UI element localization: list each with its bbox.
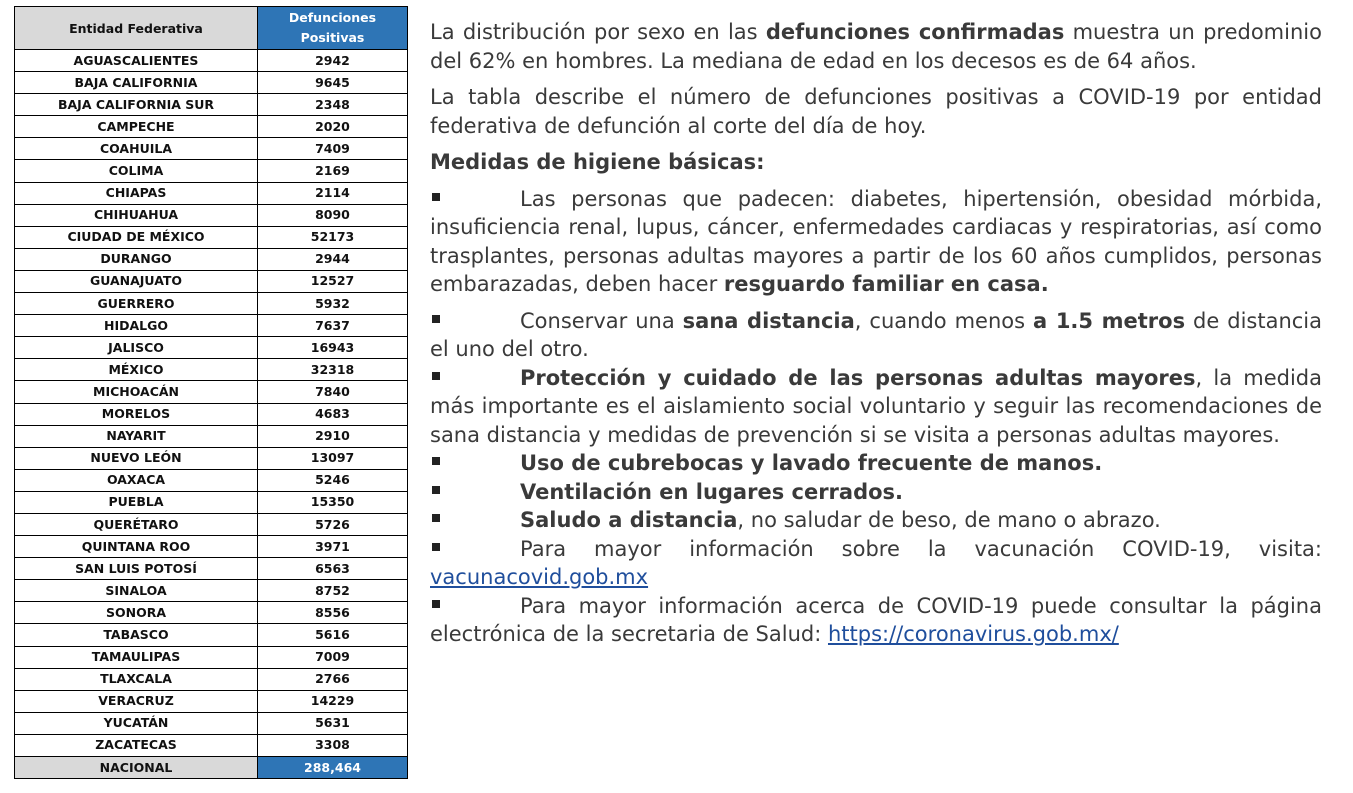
entity-cell: CHIAPAS xyxy=(15,182,258,204)
p1-text-a: La distribución por sexo en las xyxy=(430,20,766,44)
table-row xyxy=(15,690,408,712)
table-row xyxy=(15,668,408,690)
vaccination-link[interactable]: vacunacovid.gob.mx xyxy=(430,565,649,589)
table-row xyxy=(15,734,408,756)
table-row xyxy=(15,94,408,116)
deaths-cell: 3971 xyxy=(258,536,408,558)
entity-cell: QUERÉTARO xyxy=(15,513,258,535)
deaths-cell: 6563 xyxy=(258,558,408,580)
list-item xyxy=(430,307,1322,364)
bullet-icon xyxy=(432,543,440,551)
deaths-cell: 12527 xyxy=(258,270,408,292)
list-item xyxy=(430,185,1322,299)
b1-text: Las personas que padecen: diabetes, hipertensión, obesidad mórbida, insuficiencia renal, lupus, cáncer, enfermedades cardiacas y respiratorias, así como trasplantes, personas adultas mayores a partir de los 60 años cumplidos, personas embarazadas, deben hacer xyxy=(430,186,1322,296)
p1-text-bold: defunciones confirmadas xyxy=(765,20,1065,44)
deaths-cell: 8556 xyxy=(258,602,408,624)
deaths-cell: 14229 xyxy=(258,690,408,712)
deaths-cell: 16943 xyxy=(258,337,408,359)
bullet-icon xyxy=(432,372,440,380)
entity-cell: MICHOACÁN xyxy=(15,381,258,403)
entity-cell: GUERRERO xyxy=(15,293,258,315)
deaths-cell: 4683 xyxy=(258,403,408,425)
info-text xyxy=(430,18,1322,649)
table-row xyxy=(15,425,408,447)
entity-cell: MÉXICO xyxy=(15,359,258,381)
table-row xyxy=(15,138,408,160)
entity-cell: MORELOS xyxy=(15,403,258,425)
entity-cell: ZACATECAS xyxy=(15,734,258,756)
table-row xyxy=(15,248,408,270)
table-row xyxy=(15,226,408,248)
deaths-cell: 32318 xyxy=(258,359,408,381)
b2-bold-d: a 1.5 metros xyxy=(1033,308,1186,333)
deaths-cell: 5246 xyxy=(258,469,408,491)
bullet-icon xyxy=(432,457,440,465)
header-deaths xyxy=(258,7,408,50)
deaths-cell: 5726 xyxy=(258,513,408,535)
b6-bold: Saludo a distancia xyxy=(520,508,738,532)
table-row xyxy=(15,469,408,491)
header-deaths-line1: Defunciones xyxy=(288,10,377,25)
deaths-cell: 2944 xyxy=(258,248,408,270)
hygiene-heading: Medidas de higiene básicas: xyxy=(430,150,765,174)
deaths-cell: 2169 xyxy=(258,160,408,182)
list-item xyxy=(430,364,1322,450)
entity-cell: COLIMA xyxy=(15,160,258,182)
table-row xyxy=(15,359,408,381)
deaths-cell: 2020 xyxy=(258,116,408,138)
entity-cell: PUEBLA xyxy=(15,491,258,513)
b2-text-c: , cuando menos xyxy=(854,308,1034,333)
table-row xyxy=(15,646,408,668)
entity-cell: SAN LUIS POTOSÍ xyxy=(15,558,258,580)
list-item xyxy=(430,478,1322,507)
deaths-cell: 5631 xyxy=(258,712,408,734)
table-row xyxy=(15,182,408,204)
b2-bold-a: sana distancia xyxy=(682,308,855,333)
table-row xyxy=(15,204,408,226)
b3-bold: Protección y cuidado de las personas adultas mayores xyxy=(520,365,1196,390)
table-row xyxy=(15,712,408,734)
deaths-cell: 7009 xyxy=(258,646,408,668)
deaths-cell: 2348 xyxy=(258,94,408,116)
entity-cell: TABASCO xyxy=(15,624,258,646)
entity-cell: YUCATÁN xyxy=(15,712,258,734)
deaths-cell: 2766 xyxy=(258,668,408,690)
b8-text: Para mayor información acerca de COVID-19 puede consultar la página electrónica de la secretaria de Salud: xyxy=(430,593,1322,646)
deaths-cell: 5616 xyxy=(258,624,408,646)
table-row xyxy=(15,337,408,359)
b4-bold: Uso de cubrebocas y lavado frecuente de manos. xyxy=(520,451,1103,475)
table-row xyxy=(15,270,408,292)
coronavirus-link[interactable]: https://coronavirus.gob.mx/ xyxy=(827,622,1119,646)
b1-bold: resguardo familiar en casa. xyxy=(723,272,1049,296)
p1-text-c: muestra un predominio del 62% en hombres. La mediana de edad en los decesos es de 64 años. xyxy=(430,20,1322,73)
deaths-cell: 3308 xyxy=(258,734,408,756)
deaths-cell: 15350 xyxy=(258,491,408,513)
total-value: 288,464 xyxy=(258,757,408,779)
deaths-cell: 2910 xyxy=(258,425,408,447)
table-row xyxy=(15,580,408,602)
table-row xyxy=(15,602,408,624)
table-row xyxy=(15,381,408,403)
b6-text: , no saludar de beso, de mano o abrazo. xyxy=(737,508,1161,532)
deaths-cell: 8752 xyxy=(258,580,408,602)
table-body xyxy=(15,50,408,779)
entity-cell: BAJA CALIFORNIA xyxy=(15,72,258,94)
table-row xyxy=(15,116,408,138)
deaths-cell: 2114 xyxy=(258,182,408,204)
deaths-cell: 5932 xyxy=(258,293,408,315)
table-header-row xyxy=(15,7,408,50)
deaths-cell: 7637 xyxy=(258,315,408,337)
entity-cell: AGUASCALIENTES xyxy=(15,50,258,72)
deaths-cell: 7840 xyxy=(258,381,408,403)
entity-cell: VERACRUZ xyxy=(15,690,258,712)
bullet-icon xyxy=(432,486,440,494)
deaths-cell: 52173 xyxy=(258,226,408,248)
entity-cell: SONORA xyxy=(15,602,258,624)
table-row xyxy=(15,160,408,182)
b3-text: , la medida más importante es el aislamiento social voluntario y seguir las recomendaciones de sana distancia y medidas de prevención si se visita a personas adultas mayores. xyxy=(430,365,1323,447)
entity-cell: CIUDAD DE MÉXICO xyxy=(15,226,258,248)
total-row xyxy=(15,757,408,779)
entity-cell: SINALOA xyxy=(15,580,258,602)
total-label: NACIONAL xyxy=(15,757,258,779)
entity-cell: JALISCO xyxy=(15,337,258,359)
entity-cell: QUINTANA ROO xyxy=(15,536,258,558)
table-row xyxy=(15,624,408,646)
deaths-cell: 13097 xyxy=(258,447,408,469)
entity-cell: COAHUILA xyxy=(15,138,258,160)
list-item xyxy=(430,535,1322,592)
list-item xyxy=(430,506,1322,535)
b7-text: Para mayor información sobre la vacunación COVID-19, visita: xyxy=(520,536,1322,561)
table-row xyxy=(15,293,408,315)
bullet-icon xyxy=(432,315,440,323)
list-item xyxy=(430,449,1322,478)
b5-bold: Ventilación en lugares cerrados. xyxy=(520,479,904,504)
paragraph-sex-distribution xyxy=(430,18,1322,75)
entity-cell: HIDALGO xyxy=(15,315,258,337)
deaths-cell: 7409 xyxy=(258,138,408,160)
deaths-cell: 9645 xyxy=(258,72,408,94)
bullet-icon xyxy=(432,193,440,201)
table-row xyxy=(15,558,408,580)
entity-cell: NAYARIT xyxy=(15,425,258,447)
paragraph-table-description: La tabla describe el número de defunciones positivas a COVID-19 por entidad federativa de defunción al corte del día de hoy. xyxy=(430,85,1322,138)
deaths-cell: 2942 xyxy=(258,50,408,72)
bullet-icon xyxy=(432,600,440,608)
table-row xyxy=(15,403,408,425)
table-row xyxy=(15,72,408,94)
deaths-by-state-table xyxy=(14,6,408,779)
entity-cell: TAMAULIPAS xyxy=(15,646,258,668)
entity-cell: CAMPECHE xyxy=(15,116,258,138)
entity-cell: TLAXCALA xyxy=(15,668,258,690)
table-row xyxy=(15,50,408,72)
header-entity: Entidad Federativa xyxy=(15,7,258,50)
entity-cell: DURANGO xyxy=(15,248,258,270)
table-row xyxy=(15,513,408,535)
entity-cell: GUANAJUATO xyxy=(15,270,258,292)
entity-cell: BAJA CALIFORNIA SUR xyxy=(15,94,258,116)
entity-cell: CHIHUAHUA xyxy=(15,204,258,226)
table-row xyxy=(15,447,408,469)
b2-text-e: de distancia el uno del otro. xyxy=(430,308,1323,361)
entity-cell: NUEVO LEÓN xyxy=(15,447,258,469)
header-deaths-line2: Positivas xyxy=(300,30,365,45)
table-row xyxy=(15,491,408,513)
table-row xyxy=(15,536,408,558)
b2-text-a: Conservar una xyxy=(520,308,683,333)
list-item xyxy=(430,592,1322,649)
bullet-icon xyxy=(432,514,440,522)
table-row xyxy=(15,315,408,337)
deaths-cell: 8090 xyxy=(258,204,408,226)
entity-cell: OAXACA xyxy=(15,469,258,491)
